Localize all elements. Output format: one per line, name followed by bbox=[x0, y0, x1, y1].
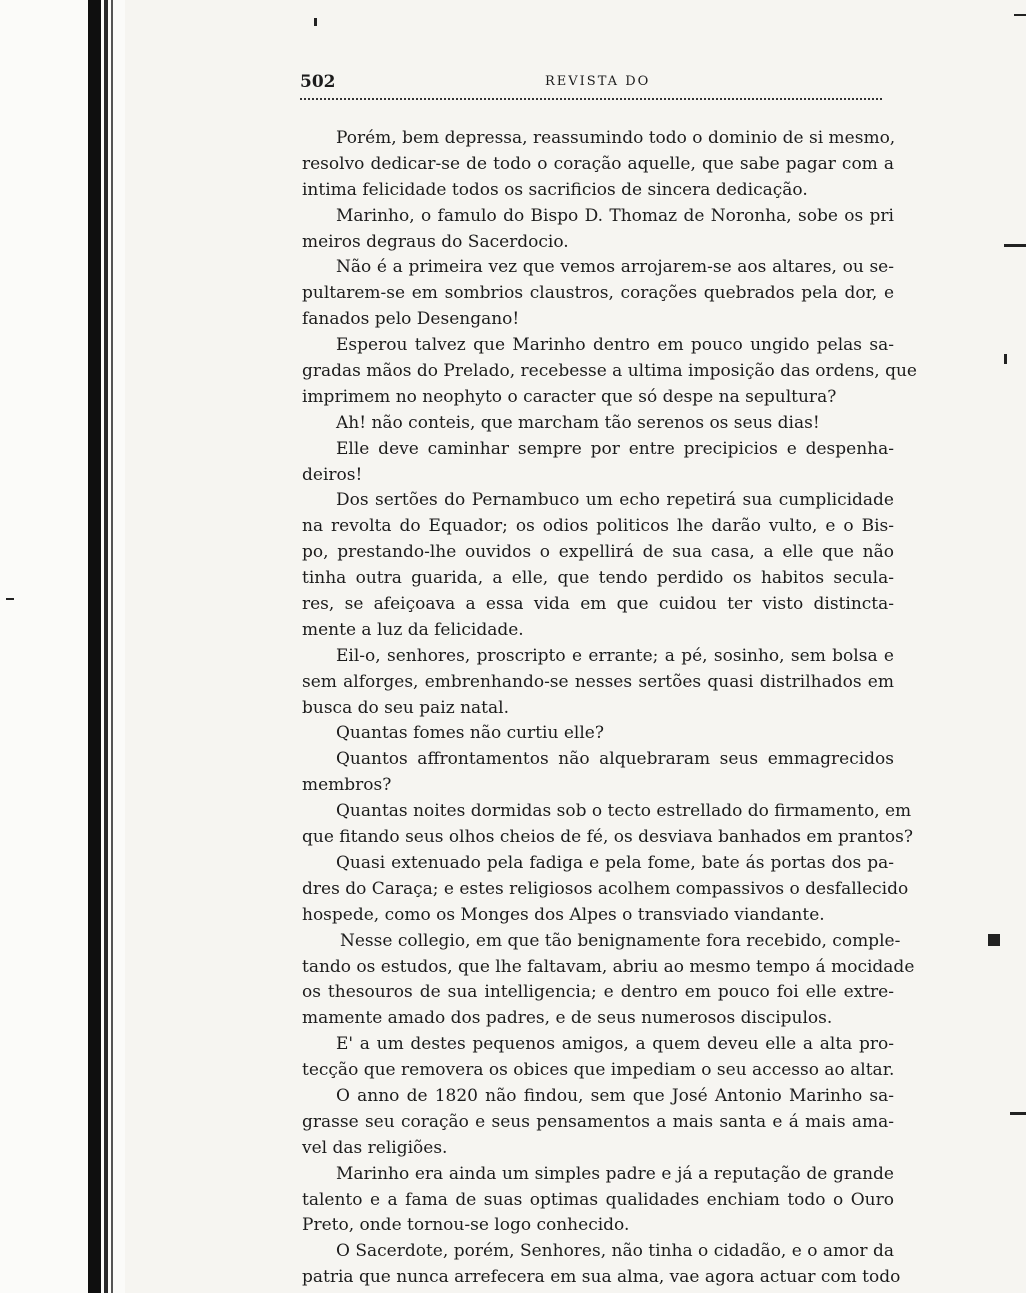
page-number: 502 bbox=[300, 72, 336, 92]
text-line: que fitando seus olhos cheios de fé, os desviava banhados em prantos? bbox=[302, 827, 913, 848]
text-line: Marinho, o famulo do Bispo D. Thomaz de Noronha, sobe os pri bbox=[336, 205, 894, 226]
text-line: tinha outra guarida, a elle, que tendo perdido os habitos secula- bbox=[302, 568, 894, 589]
text-line: Ah! não conteis, que marcham tão serenos os seus dias! bbox=[336, 412, 820, 433]
text-line: fanados pelo Desengano! bbox=[302, 309, 520, 330]
binding-edge-line bbox=[104, 0, 108, 1293]
text-line: Eil-o, senhores, proscripto e errante; a pé, sosinho, sem bolsa e bbox=[336, 645, 894, 666]
text-line: Marinho era ainda um simples padre e já a reputação de grande bbox=[336, 1163, 894, 1184]
text-line: grasse seu coração e seus pensamentos a mais santa e á mais ama- bbox=[302, 1111, 894, 1132]
text-line: E' a um destes pequenos amigos, a quem deveu elle a alta pro- bbox=[336, 1034, 894, 1055]
scan-speck bbox=[6, 598, 14, 600]
text-line: resolvo dedicar-se de todo o coração aquelle, que sabe pagar com a bbox=[302, 153, 894, 174]
text-line: Porém, bem depressa, reassumindo todo o dominio de si mesmo, bbox=[336, 128, 896, 148]
text-line: Não é a primeira vez que vemos arrojarem-se aos altares, ou se- bbox=[336, 257, 894, 278]
header-rule bbox=[300, 98, 882, 102]
text-line: membros? bbox=[302, 775, 392, 796]
text-line: Quasi extenuado pela fadiga e pela fome, bate ás portas dos pa- bbox=[336, 852, 894, 873]
text-line: mente a luz da felicidade. bbox=[302, 619, 524, 640]
text-line: tecção que removera os obices que impediam o seu accesso ao altar. bbox=[302, 1060, 895, 1081]
text-line: dres do Caraça; e estes religiosos acolhem compassivos o desfallecido bbox=[302, 878, 909, 899]
text-line: sem alforges, embrenhando-se nesses sertões quasi distrilhados em bbox=[302, 671, 894, 692]
text-line: res, se afeiçoava a essa vida em que cuidou ter visto distincta- bbox=[302, 594, 894, 615]
text-line: patria que nunca arrefecera em sua alma, vae agora actuar com todo bbox=[302, 1267, 901, 1288]
text-line: Preto, onde tornou-se logo conhecido. bbox=[302, 1215, 630, 1236]
text-line: os thesouros de sua intelligencia; e dentro em pouco foi elle extre- bbox=[302, 982, 894, 1003]
scan-speck bbox=[1004, 354, 1007, 364]
body-text bbox=[302, 126, 917, 1291]
text-line: gradas mãos do Prelado, recebesse a ultima imposição das ordens, que bbox=[302, 361, 917, 382]
scan-speck bbox=[988, 934, 1000, 946]
text-line: hospede, como os Monges dos Alpes o transviado viandante. bbox=[302, 904, 825, 925]
text-line: tando os estudos, que lhe faltavam, abriu ao mesmo tempo á mocidade bbox=[302, 956, 915, 977]
scan-speck bbox=[314, 18, 317, 26]
text-line: po, prestando-lhe ouvidos o expellirá de sua casa, a elle que não bbox=[302, 542, 894, 563]
text-line: Esperou talvez que Marinho dentro em pouco ungido pelas sa- bbox=[336, 335, 894, 356]
text-line: deiros! bbox=[302, 464, 363, 485]
text-line: O anno de 1820 não findou, sem que José Antonio Marinho sa- bbox=[336, 1085, 894, 1106]
text-line: busca do seu paiz natal. bbox=[302, 697, 509, 718]
page-header bbox=[300, 72, 885, 98]
binding-edge-shadow bbox=[88, 0, 101, 1293]
text-line: Quantos affrontamentos não alquebraram seus emmagrecidos bbox=[336, 749, 894, 770]
binding-edge-line-thin bbox=[111, 0, 113, 1293]
text-line: talento e a fama de suas optimas qualidades enchiam todo o Ouro bbox=[302, 1189, 894, 1210]
text-line: intima felicidade todos os sacrificios de sincera dedicação. bbox=[302, 179, 808, 200]
text-line: meiros degraus do Sacerdocio. bbox=[302, 231, 569, 252]
running-title: REVISTA DO bbox=[545, 74, 651, 89]
scan-speck bbox=[1014, 14, 1026, 16]
text-line: Elle deve caminhar sempre por entre precipicios e despenha- bbox=[336, 438, 894, 459]
text-line: Quantas fomes não curtiu elle? bbox=[336, 723, 604, 744]
scan-speck bbox=[1010, 1112, 1026, 1115]
text-line: Nesse collegio, em que tão benignamente fora recebido, comple- bbox=[340, 930, 901, 951]
scan-speck bbox=[1004, 244, 1026, 247]
text-line: mamente amado dos padres, e de seus numerosos discipulos. bbox=[302, 1008, 833, 1029]
text-line: pultarem-se em sombrios claustros, corações quebrados pela dor, e bbox=[302, 283, 894, 304]
text-line: Dos sertões do Pernambuco um echo repetirá sua cumplicidade bbox=[336, 490, 894, 511]
text-line: vel das religiões. bbox=[302, 1137, 448, 1158]
text-line: O Sacerdote, porém, Senhores, não tinha o cidadão, e o amor da bbox=[336, 1241, 894, 1262]
text-line: imprimem no neophyto o caracter que só despe na sepultura? bbox=[302, 386, 837, 407]
text-line: Quantas noites dormidas sob o tecto estrellado do firmamento, em bbox=[336, 801, 912, 822]
text-line: na revolta do Equador; os odios politicos lhe darão vulto, e o Bis- bbox=[302, 516, 894, 537]
